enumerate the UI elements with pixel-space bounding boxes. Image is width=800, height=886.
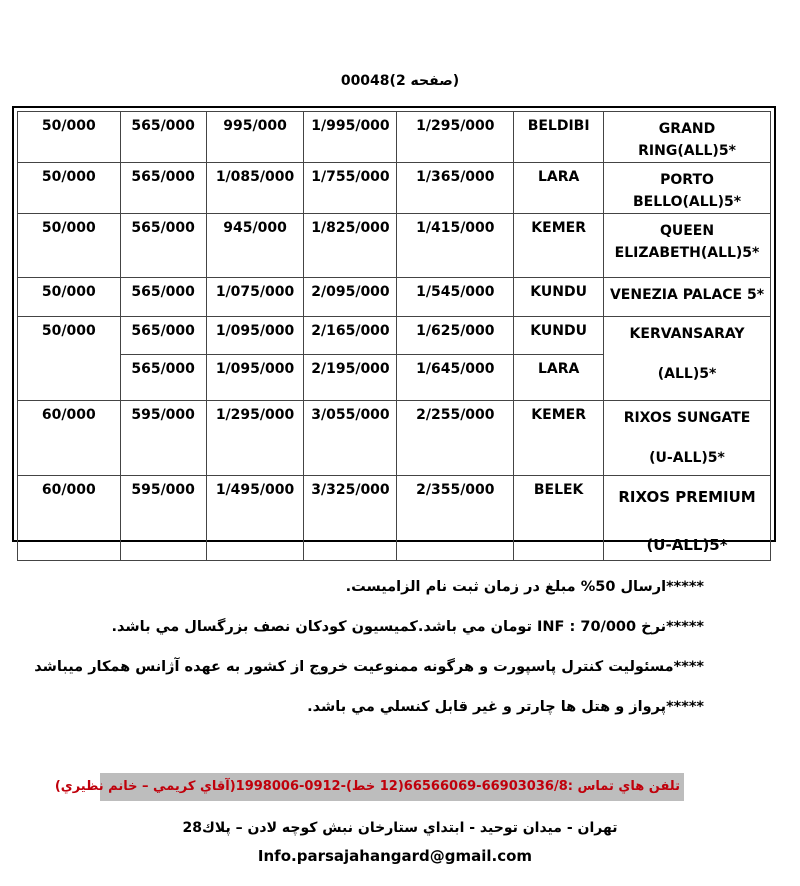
price-cell: 2/195/000 (304, 355, 397, 401)
hotel-name-cell: PORTO BELLO(ALL)5* (604, 163, 771, 214)
price-cell: 1/545/000 (397, 278, 514, 317)
price-cell: 1/365/000 (397, 163, 514, 214)
hotel-name-cell (604, 317, 771, 401)
table-row (18, 278, 771, 317)
hotel-name-cell (604, 476, 771, 561)
table-row (18, 476, 771, 561)
hotel-name-line: (ALL)5* (657, 366, 717, 382)
price-cell: 50/000 (18, 163, 121, 214)
hotel-name-line: (U-ALL)5* (649, 450, 725, 466)
contact-address: تهران - ميدان توحيد - ابتداي ستارخان نبش كوچه لادن – پلاك28 (182, 820, 618, 836)
price-cell: 1/295/000 (397, 112, 514, 163)
hotel-name-cell: GRAND RING(ALL)5* (604, 112, 771, 163)
price-cell: 2/095/000 (304, 278, 397, 317)
note-line: *****ارسال 50% مبلغ در زمان ثبت نام الزاميست. (345, 579, 704, 595)
price-cell: 995/000 (206, 112, 304, 163)
terms-notes (34, 572, 704, 732)
price-cell: 1/415/000 (397, 214, 514, 278)
price-cell: 50/000 (18, 278, 121, 317)
hotel-name-line: QUEEN (659, 223, 715, 239)
price-cell: 1/755/000 (304, 163, 397, 214)
note-line: *****نرخ INF : 70/000 تومان مي باشد.كميسيون كودكان نصف بزرگسال مي باشد. (111, 619, 704, 635)
price-cell: 565/000 (120, 163, 206, 214)
price-cell: 1/085/000 (206, 163, 304, 214)
location-cell: KEMER (514, 214, 604, 278)
price-cell: 2/355/000 (397, 476, 514, 561)
price-cell: 565/000 (120, 278, 206, 317)
price-cell: 1/825/000 (304, 214, 397, 278)
page-code: 00048(صفحه 2) (340, 73, 460, 89)
price-cell: 60/000 (18, 476, 121, 561)
price-cell: 1/495/000 (206, 476, 304, 561)
hotel-name-line: (U-ALL)5* (646, 536, 728, 554)
price-cell: 1/095/000 (206, 317, 304, 355)
location-cell: LARA (514, 163, 604, 214)
price-cell: 565/000 (120, 317, 206, 355)
price-cell: 1/995/000 (304, 112, 397, 163)
note-line: ****مسئوليت كنترل پاسپورت و هرگونه ممنوعيت خروج از كشور به عهده آژانس همكار ميباشد (34, 659, 704, 675)
location-cell: BELDIBI (514, 112, 604, 163)
price-cell: 3/325/000 (304, 476, 397, 561)
price-table-frame (12, 106, 776, 554)
location-cell: KEMER (514, 401, 604, 476)
price-cell: 565/000 (120, 355, 206, 401)
hotel-name-cell: VENEZIA PALACE 5* (604, 278, 771, 317)
price-cell: 2/255/000 (397, 401, 514, 476)
table-row (18, 163, 771, 214)
price-cell: 3/055/000 (304, 401, 397, 476)
hotel-name-cell (604, 214, 771, 278)
contact-email: Info.parsajahangard@gmail.com (257, 847, 533, 865)
price-cell: 50/000 (18, 112, 121, 163)
hotel-name-line: RIXOS PREMIUM (618, 488, 756, 506)
price-cell: 565/000 (120, 112, 206, 163)
table-row (18, 401, 771, 476)
note-line: *****پرواز و هتل ها چارتر و غير قابل كنسلي مي باشد. (307, 699, 704, 715)
price-cell: 50/000 (18, 317, 121, 401)
price-cell: 945/000 (206, 214, 304, 278)
price-cell: 1/625/000 (397, 317, 514, 355)
location-cell: LARA (514, 355, 604, 401)
price-cell: 595/000 (120, 401, 206, 476)
price-cell: 2/165/000 (304, 317, 397, 355)
price-cell: 1/645/000 (397, 355, 514, 401)
price-cell: 1/295/000 (206, 401, 304, 476)
table-row (18, 214, 771, 278)
hotel-name-cell (604, 401, 771, 476)
price-cell: 565/000 (120, 214, 206, 278)
table-row (18, 112, 771, 163)
price-table (17, 111, 771, 561)
location-cell: BELEK (514, 476, 604, 561)
contact-phones: تلفن هاي تماس :66903036/8-66566069(12 خط)-0912-1998006(آقاي كريمي – خانم نظيري) (100, 773, 684, 801)
hotel-name-line: KERVANSARAY (629, 326, 745, 342)
price-cell: 1/075/000 (206, 278, 304, 317)
location-cell: KUNDU (514, 317, 604, 355)
price-cell: 595/000 (120, 476, 206, 561)
price-cell: 1/095/000 (206, 355, 304, 401)
hotel-name-line: RIXOS SUNGATE (623, 410, 751, 426)
price-cell: 60/000 (18, 401, 121, 476)
price-cell: 50/000 (18, 214, 121, 278)
table-row (18, 317, 771, 355)
hotel-name-line: ELIZABETH(ALL)5* (614, 245, 760, 261)
location-cell: KUNDU (514, 278, 604, 317)
